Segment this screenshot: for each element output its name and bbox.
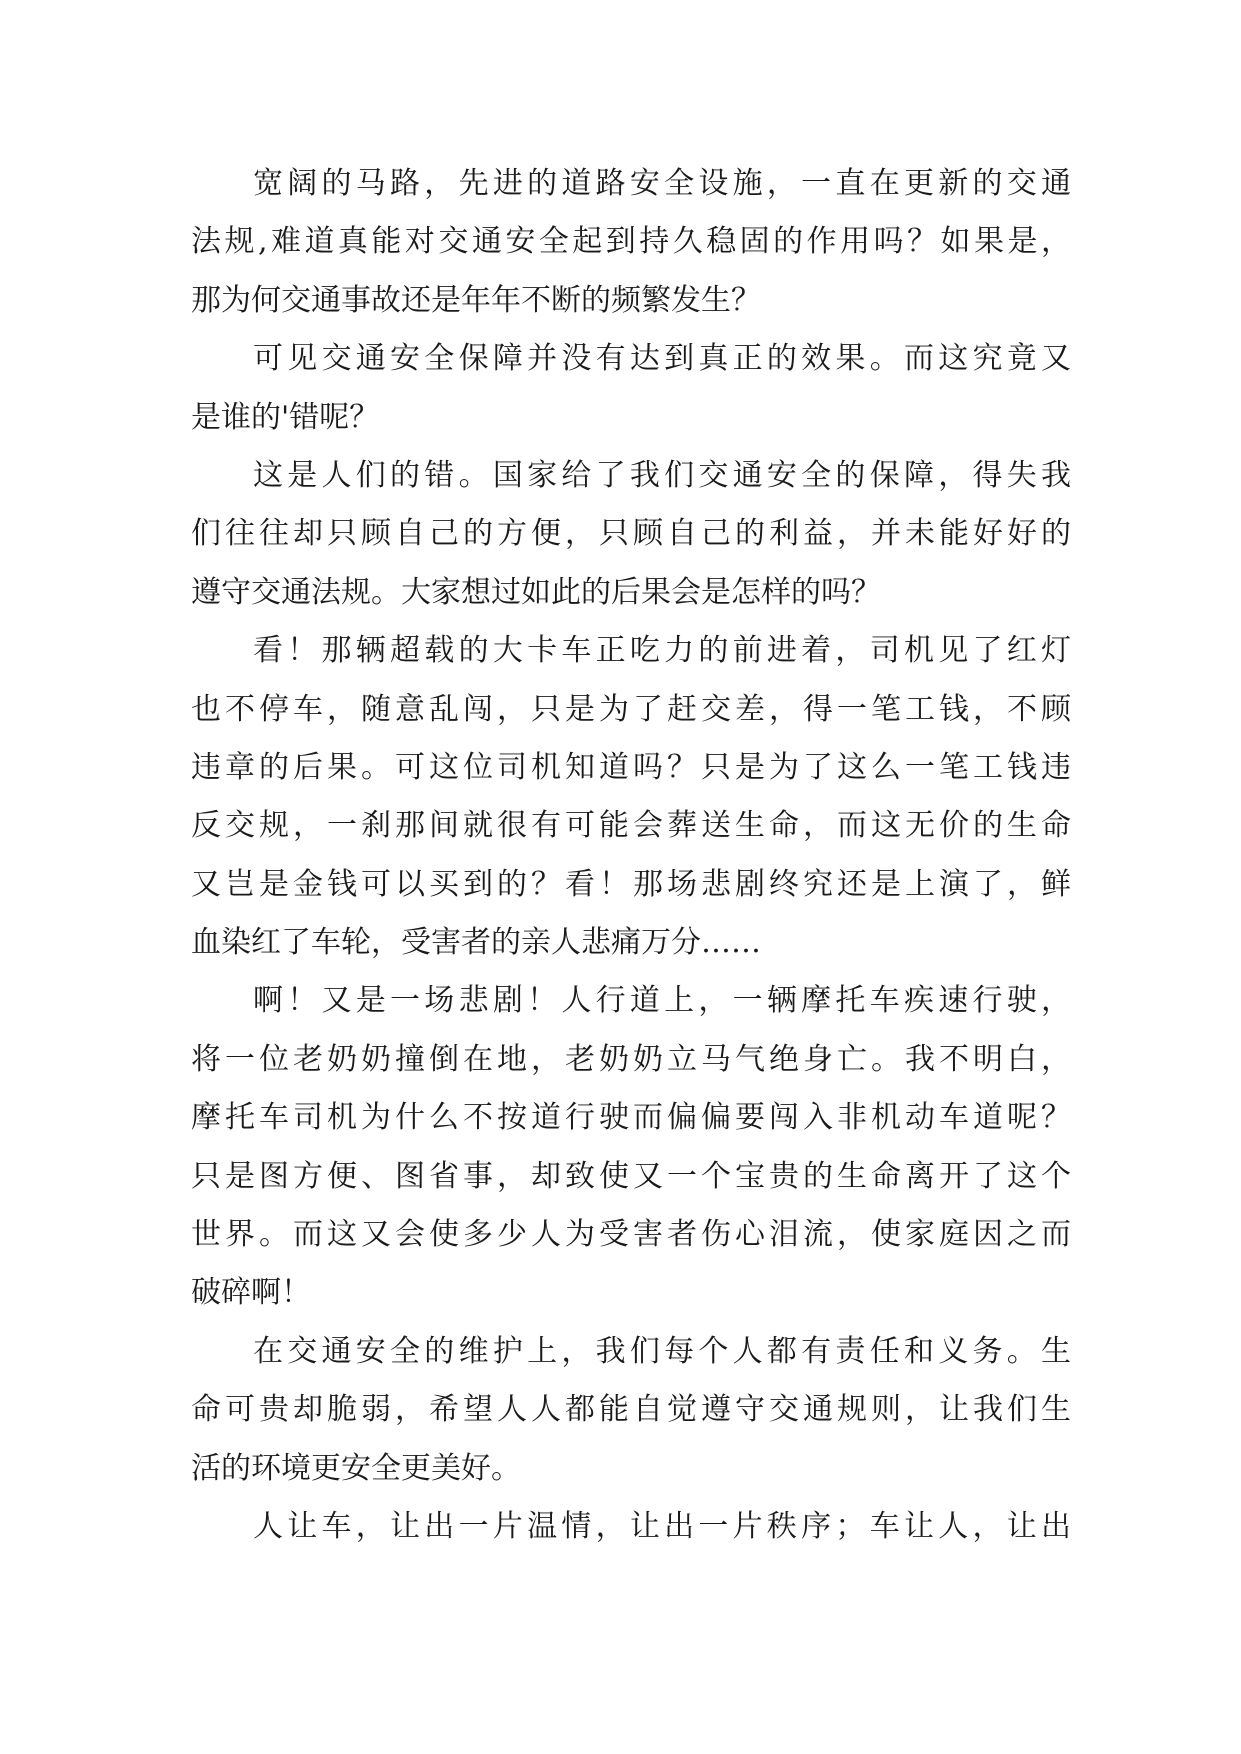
- paragraph-first-line: 看！那辆超载的大卡车正吃力的前进着，司机见了红灯: [253, 633, 1071, 669]
- paragraph-first-line: 宽阔的马路，先进的道路安全设施，一直在更新的交通: [253, 166, 1071, 201]
- document-body: [191, 155, 1071, 1556]
- paragraph-first-line: 人让车，让出一片温情，让出一片秩序；车让人，让出: [253, 1508, 1071, 1544]
- paragraph-line: 违章的后果。可这位司机知道吗？只是为了这么一笔工钱违: [191, 749, 1071, 785]
- paragraph-line: 那为何交通事故还是年年不断的频繁发生？: [191, 282, 761, 318]
- paragraph-line: 又岂是金钱可以买到的？看！那场悲剧终究还是上演了，鲜: [191, 866, 1071, 902]
- paragraph-line: 命可贵却脆弱，希望人人都能自觉遵守交通规则，让我们生: [191, 1392, 1071, 1428]
- paragraph-first-line: 这是人们的错。国家给了我们交通安全的保障，得失我: [253, 457, 1071, 493]
- paragraph-line: 们往往却只顾自己的方便，只顾自己的利益，并未能好好的: [191, 516, 1071, 552]
- paragraph-line: 破碎啊！: [191, 1275, 311, 1311]
- paragraph-line: 只是图方便、图省事，却致使又一个宝贵的生命离开了这个: [191, 1158, 1071, 1194]
- paragraph-line: 是谁的'错呢？: [191, 399, 380, 435]
- paragraph-line: 世界。而这又会使多少人为受害者伤心泪流，使家庭因之而: [191, 1217, 1071, 1253]
- paragraph-first-line: 在交通安全的维护上，我们每个人都有责任和义务。生: [253, 1333, 1071, 1369]
- paragraph-line: 活的环境更安全更美好。: [191, 1450, 521, 1486]
- paragraph-line: 遵守交通法规。大家想过如此的后果会是怎样的吗？: [191, 574, 881, 610]
- paragraph-line: 也不停车，随意乱闯，只是为了赶交差，得一笔工钱，不顾: [191, 691, 1071, 727]
- paragraph-line: 反交规，一刹那间就很有可能会葬送生命，而这无价的生命: [191, 808, 1071, 844]
- paragraph-line: 将一位老奶奶撞倒在地，老奶奶立马气绝身亡。我不明白，: [191, 1041, 1071, 1077]
- paragraph-line: 摩托车司机为什么不按道行驶而偏偏要闯入非机动车道呢？: [191, 1100, 1071, 1136]
- paragraph-first-line: 可见交通安全保障并没有达到真正的效果。而这究竟又: [253, 341, 1071, 377]
- paragraph-line: 血染红了车轮，受害者的亲人悲痛万分……: [191, 925, 761, 961]
- paragraph-line: 法规,难道真能对交通安全起到持久稳固的作用吗？如果是，: [191, 224, 1071, 260]
- paragraph-first-line: 啊！又是一场悲剧！人行道上，一辆摩托车疾速行驶，: [253, 983, 1071, 1019]
